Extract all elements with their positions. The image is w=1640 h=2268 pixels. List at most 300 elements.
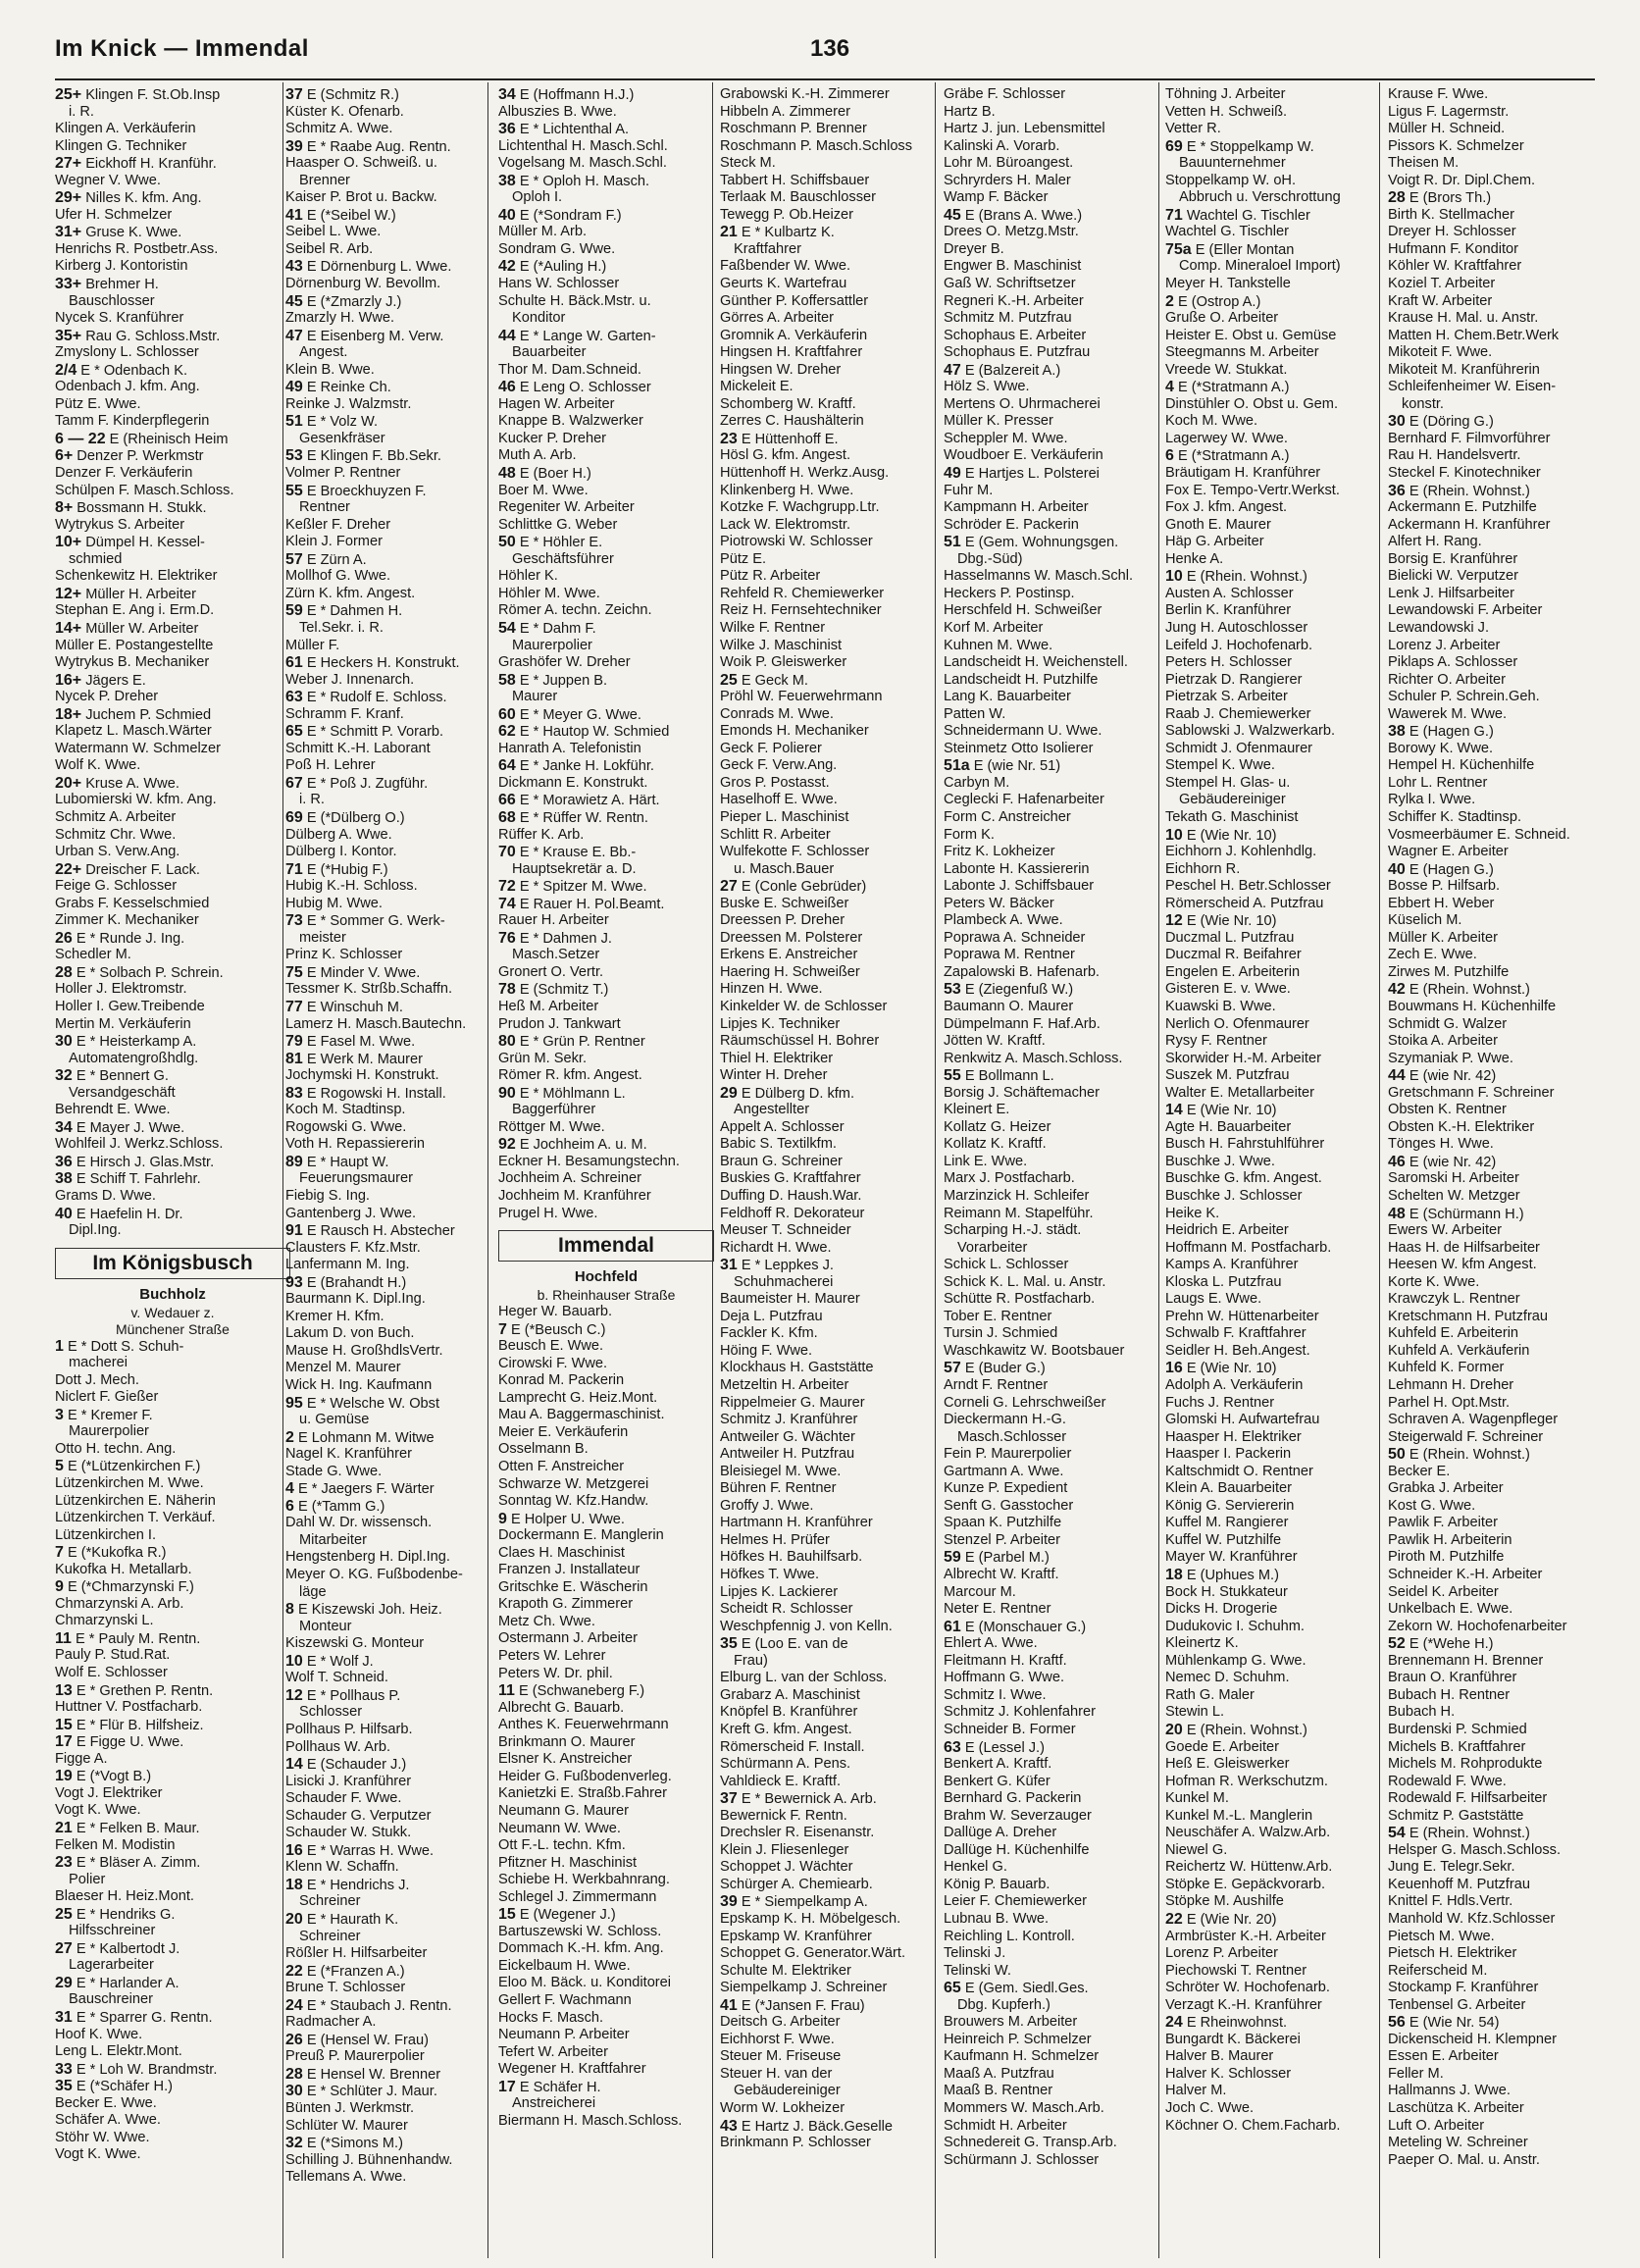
directory-entry: 31 E * Sparrer G. Rentn. bbox=[55, 2008, 213, 2026]
directory-entry: Schauder W. Stukk. bbox=[285, 1825, 412, 1841]
directory-entry: Ebbert H. Weber bbox=[1388, 895, 1495, 911]
directory-entry: Luft O. Arbeiter bbox=[1388, 2117, 1485, 2134]
directory-entry: Gnoth E. Maurer bbox=[1165, 516, 1271, 533]
directory-entry: Dott J. Mech. bbox=[55, 1371, 139, 1388]
directory-entry: Peters H. Schlosser bbox=[1165, 654, 1292, 671]
column-divider bbox=[935, 82, 936, 2258]
directory-entry: 17 E Figge U. Wwe. bbox=[55, 1733, 184, 1751]
directory-entry: Ackermann E. Putzhilfe bbox=[1388, 499, 1537, 516]
directory-entry: 51 E (Gem. Wohnungsgen. bbox=[944, 534, 1119, 551]
directory-entry: Halver B. Maurer bbox=[1165, 2048, 1274, 2065]
directory-entry: Brenner bbox=[299, 172, 350, 188]
directory-entry: Sonntag W. Kfz.Handw. bbox=[498, 1493, 649, 1510]
directory-entry: Eichhorn J. Kohlenhdlg. bbox=[1165, 844, 1317, 860]
directory-entry: Urban S. Verw.Ang. bbox=[55, 844, 180, 860]
column-2 bbox=[285, 86, 482, 2254]
directory-entry: Volmer P. Rentner bbox=[285, 465, 401, 482]
directory-entry: Stöpke E. Gepäckvorarb. bbox=[1165, 1876, 1326, 1892]
directory-entry: 6 E (*Stratmann A.) bbox=[1165, 447, 1290, 465]
directory-entry: Steinmetz Otto Isolierer bbox=[944, 740, 1094, 756]
directory-entry: 65 E (Gem. Siedl.Ges. bbox=[944, 1980, 1089, 1997]
directory-entry: Bubach H. bbox=[1388, 1704, 1456, 1721]
directory-entry: 70 E * Krause E. Bb.- bbox=[498, 844, 637, 861]
directory-entry: Schreiner bbox=[299, 1893, 361, 1910]
directory-entry: macherei bbox=[69, 1355, 128, 1371]
directory-entry: 14 E (Schauder J.) bbox=[285, 1756, 407, 1774]
directory-entry: Alfert H. Rang. bbox=[1388, 534, 1482, 550]
directory-entry: Kleinertz K. bbox=[1165, 1635, 1239, 1652]
directory-entry: Rentner bbox=[299, 499, 350, 516]
directory-entry: Chmarzynski L. bbox=[55, 1613, 154, 1629]
directory-entry: 2/4 E * Odenbach K. bbox=[55, 361, 188, 379]
directory-entry: Behrendt E. Wwe. bbox=[55, 1102, 171, 1118]
directory-entry: Holler J. Elektromstr. bbox=[55, 981, 187, 998]
directory-entry: 37 E * Bewernick A. Arb. bbox=[720, 1790, 877, 1808]
directory-entry: Zekorn W. Hochofenarbeiter bbox=[1388, 1618, 1567, 1634]
directory-entry: 62 E * Hautop W. Schmied bbox=[498, 723, 670, 741]
directory-entry: Grün M. Sekr. bbox=[498, 1050, 588, 1066]
directory-entry: Koch M. Wwe. bbox=[1165, 413, 1258, 430]
directory-entry: Bauschreiner bbox=[69, 1991, 153, 2008]
directory-entry: 22+ Dreischer F. Lack. bbox=[55, 860, 200, 878]
directory-entry: Richter O. Arbeiter bbox=[1388, 671, 1507, 688]
column-divider bbox=[487, 82, 488, 2258]
directory-entry: Schülpen F. Masch.Schloss. bbox=[55, 482, 234, 498]
directory-entry: Matten H. Chem.Betr.Werk bbox=[1388, 327, 1560, 343]
directory-entry: Prugel H. Wwe. bbox=[498, 1205, 598, 1221]
directory-entry: Dipl.Ing. bbox=[69, 1222, 122, 1239]
directory-entry: 31+ Gruse K. Wwe. bbox=[55, 224, 182, 241]
directory-entry: Dörnenburg W. Bevollm. bbox=[285, 276, 441, 292]
directory-entry: Pauly P. Stud.Rat. bbox=[55, 1647, 171, 1664]
directory-entry: Stempel H. Glas- u. bbox=[1165, 774, 1291, 791]
directory-entry: Albrecht W. Kraftf. bbox=[944, 1567, 1059, 1583]
directory-entry: Wilke J. Maschinist bbox=[720, 637, 843, 653]
directory-entry: Anthes K. Feuerwehrmann bbox=[498, 1717, 669, 1733]
directory-entry: Kost G. Wwe. bbox=[1388, 1497, 1476, 1514]
directory-entry: Schulte M. Elektriker bbox=[720, 1962, 851, 1979]
directory-entry: 79 E Fasel M. Wwe. bbox=[285, 1033, 416, 1051]
directory-entry: Kraftfahrer bbox=[734, 240, 801, 257]
directory-entry: 4 E (*Stratmann A.) bbox=[1165, 379, 1290, 396]
directory-entry: Engwer B. Maschinist bbox=[944, 258, 1082, 275]
directory-entry: Görres A. Arbeiter bbox=[720, 310, 834, 327]
directory-entry: Muth A. Arb. bbox=[498, 447, 577, 464]
directory-entry: Erkens E. Anstreicher bbox=[720, 947, 858, 963]
directory-entry: Kollatz K. Kraftf. bbox=[944, 1136, 1047, 1153]
directory-entry: Rodewald F. Wwe. bbox=[1388, 1773, 1507, 1789]
directory-entry: Brinkmann O. Maurer bbox=[498, 1733, 636, 1750]
directory-entry: Schophaus E. Putzfrau bbox=[944, 344, 1091, 361]
directory-entry: Arndt F. Rentner bbox=[944, 1377, 1049, 1394]
directory-entry: 26 E * Runde J. Ing. bbox=[55, 929, 185, 947]
directory-entry: Reichertz W. Hüttenw.Arb. bbox=[1165, 1859, 1333, 1876]
directory-entry: Vogt K. Wwe. bbox=[55, 2146, 141, 2163]
directory-entry: Mühlenkamp G. Wwe. bbox=[1165, 1652, 1307, 1669]
directory-entry: Suszek M. Putzfrau bbox=[1165, 1067, 1290, 1084]
directory-entry: Baumann O. Maurer bbox=[944, 998, 1074, 1014]
directory-entry: Peschel H. Betr.Schlosser bbox=[1165, 878, 1331, 895]
directory-entry: 41 E (*Seibel W.) bbox=[285, 206, 396, 224]
directory-entry: Neuschäfer A. Walzw.Arb. bbox=[1165, 1825, 1331, 1841]
directory-entry: 36 E Hirsch J. Glas.Mstr. bbox=[55, 1153, 215, 1170]
directory-entry: Küselich M. bbox=[1388, 912, 1462, 929]
directory-entry: Heider G. Fußbodenverleg. bbox=[498, 1768, 672, 1784]
directory-entry: Gesenkfräser bbox=[299, 430, 385, 446]
directory-entry: Müller K. Presser bbox=[944, 413, 1053, 430]
directory-entry: Schramm F. Kranf. bbox=[285, 705, 404, 722]
directory-entry: Rehfeld R. Chemiewerker bbox=[720, 585, 885, 601]
directory-entry: Schlegel J. Zimmermann bbox=[498, 1888, 657, 1905]
directory-entry: Bühren F. Rentner bbox=[720, 1480, 837, 1497]
directory-entry: Lagerarbeiter bbox=[69, 1957, 154, 1974]
directory-entry: Tessmer K. Strßb.Schaffn. bbox=[285, 981, 453, 998]
directory-entry: Hufmann F. Konditor bbox=[1388, 240, 1519, 257]
directory-entry: Bewernick F. Rentn. bbox=[720, 1807, 847, 1824]
directory-entry: Regeniter W. Arbeiter bbox=[498, 499, 635, 516]
directory-entry: Spaan K. Putzhilfe bbox=[944, 1515, 1062, 1531]
directory-entry: Raab J. Chemiewerker bbox=[1165, 705, 1311, 722]
directory-entry: Gräbe F. Schlosser bbox=[944, 86, 1066, 102]
directory-entry: Benkert A. Kraftf. bbox=[944, 1756, 1052, 1773]
directory-entry: Walter E. Metallarbeiter bbox=[1165, 1084, 1314, 1101]
directory-entry: 93 E (Brahandt H.) bbox=[285, 1273, 407, 1291]
directory-entry: Marzinzick H. Schleifer bbox=[944, 1188, 1090, 1204]
directory-entry: Dreyer B. bbox=[944, 240, 1004, 257]
directory-entry: Boer M. Wwe. bbox=[498, 482, 589, 498]
directory-entry: Antweiler H. Putzfrau bbox=[720, 1446, 855, 1463]
directory-entry: Kollatz G. Heizer bbox=[944, 1118, 1051, 1135]
directory-entry: Seidler H. Beh.Angest. bbox=[1165, 1342, 1310, 1359]
directory-entry: Link E. Wwe. bbox=[944, 1153, 1028, 1169]
directory-entry: Krawczyk L. Rentner bbox=[1388, 1291, 1520, 1308]
directory-entry: Bungardt K. Bäckerei bbox=[1165, 2031, 1301, 2047]
directory-entry: Schürger A. Chemiearb. bbox=[720, 1876, 873, 1892]
directory-entry: Töhning J. Arbeiter bbox=[1165, 86, 1286, 102]
directory-entry: Schelten W. Metzger bbox=[1388, 1188, 1520, 1204]
directory-entry: Stade G. Wwe. bbox=[285, 1463, 383, 1479]
directory-entry: Scheppler M. Wwe. bbox=[944, 430, 1068, 446]
directory-entry: Leng L. Elektr.Mont. bbox=[55, 2043, 182, 2060]
directory-entry: Mau A. Baggermaschinist. bbox=[498, 1407, 665, 1423]
directory-entry: Poß H. Lehrer bbox=[285, 757, 376, 774]
directory-entry: 45 E (*Zmarzly J.) bbox=[285, 292, 402, 310]
directory-entry: Scharping H.-J. städt. bbox=[944, 1222, 1082, 1239]
directory-entry: Gromnik A. Verkäuferin bbox=[720, 327, 868, 343]
directory-entry: konstr. bbox=[1402, 395, 1444, 412]
directory-entry: Woik P. Gleiswerker bbox=[720, 654, 847, 671]
directory-entry: Sablowski J. Walzwerkarb. bbox=[1165, 723, 1336, 740]
directory-entry: 42 E (*Auling H.) bbox=[498, 258, 607, 276]
directory-entry: 64 E * Janke H. Lokführ. bbox=[498, 757, 654, 775]
directory-entry: Form K. bbox=[944, 826, 995, 843]
directory-entry: Hoffmann G. Wwe. bbox=[944, 1670, 1065, 1686]
directory-entry: Tursin J. Schmied bbox=[944, 1325, 1058, 1342]
directory-entry: Meyer H. Tankstelle bbox=[1165, 276, 1291, 292]
directory-entry: Piechowski T. Rentner bbox=[1165, 1962, 1307, 1979]
directory-entry: 7 E (*Beusch C.) bbox=[498, 1320, 606, 1338]
directory-entry: Michels B. Kraftfahrer bbox=[1388, 1738, 1526, 1755]
directory-entry: 29+ Nilles K. kfm. Ang. bbox=[55, 189, 202, 207]
directory-entry: Duczmal L. Putzfrau bbox=[1165, 929, 1295, 946]
directory-entry: Hingsen H. Kraftfahrer bbox=[720, 344, 863, 361]
directory-entry: Babic S. Textilkfm. bbox=[720, 1136, 837, 1153]
directory-entry: 33 E * Loh W. Brandmstr. bbox=[55, 2060, 218, 2078]
directory-entry: 8+ Bossmann H. Stukk. bbox=[55, 499, 207, 517]
directory-entry: Kuhnen M. Wwe. bbox=[944, 637, 1053, 653]
street-note: Münchener Straße bbox=[116, 1320, 230, 1337]
directory-entry: Tober E. Rentner bbox=[944, 1308, 1052, 1324]
directory-entry: Konrad M. Packerin bbox=[498, 1372, 625, 1389]
directory-entry: Schick K. L. Mal. u. Anstr. bbox=[944, 1273, 1106, 1290]
directory-entry: 39 E * Raabe Aug. Rentn. bbox=[285, 137, 451, 155]
directory-entry: Wolf K. Wwe. bbox=[55, 757, 141, 774]
directory-entry: 48 E (Schürmann H.) bbox=[1388, 1205, 1524, 1222]
directory-entry: Michels M. Rohprodukte bbox=[1388, 1756, 1543, 1773]
directory-entry: Schauder G. Verputzer bbox=[285, 1807, 432, 1824]
street-note: b. Rheinhauser Straße bbox=[537, 1287, 676, 1304]
directory-entry: Zapalowski B. Hafenarb. bbox=[944, 963, 1100, 980]
directory-entry: Dreessen P. Dreher bbox=[720, 912, 846, 929]
directory-entry: Höing F. Wwe. bbox=[720, 1342, 813, 1359]
directory-entry: Schnedereit G. Transp.Arb. bbox=[944, 2135, 1117, 2151]
directory-entry: Carbyn M. bbox=[944, 774, 1010, 791]
directory-entry: Schmitz J. Kranführer bbox=[720, 1412, 858, 1428]
directory-entry: Lisicki J. Kranführer bbox=[285, 1773, 412, 1789]
directory-entry: 4 E * Jaegers F. Wärter bbox=[285, 1480, 435, 1498]
directory-entry: 47 E (Balzereit A.) bbox=[944, 361, 1061, 379]
directory-entry: Figge A. bbox=[55, 1750, 108, 1767]
directory-entry: Polier bbox=[69, 1871, 106, 1887]
directory-entry: Senft G. Gasstocher bbox=[944, 1497, 1074, 1514]
directory-entry: 57 E (Buder G.) bbox=[944, 1360, 1046, 1377]
directory-entry: Thiel H. Elektriker bbox=[720, 1050, 834, 1066]
directory-entry: Mommers W. Masch.Arb. bbox=[944, 2099, 1104, 2116]
directory-entry: Brinkmann P. Schlosser bbox=[720, 2135, 871, 2151]
directory-entry: Kukofka H. Metallarb. bbox=[55, 1561, 192, 1577]
directory-entry: Dülberg A. Wwe. bbox=[285, 826, 392, 843]
directory-entry: Heger W. Bauarb. bbox=[498, 1304, 612, 1320]
directory-entry: 72 E * Spitzer M. Wwe. bbox=[498, 878, 647, 896]
directory-entry: 37 E (Schmitz R.) bbox=[285, 86, 399, 103]
directory-entry: Weber J. Innenarch. bbox=[285, 671, 415, 688]
directory-entry: Klein J. Fliesenleger bbox=[720, 1841, 849, 1858]
directory-entry: Heike K. bbox=[1165, 1205, 1220, 1221]
directory-entry: Pietsch M. Wwe. bbox=[1388, 1928, 1495, 1944]
directory-entry: 23 E Hüttenhoff E. bbox=[720, 430, 839, 447]
directory-entry: 71 Wachtel G. Tischler bbox=[1165, 206, 1310, 224]
directory-entry: Reinke J. Walzmstr. bbox=[285, 395, 412, 412]
directory-entry: Vetter R. bbox=[1165, 121, 1221, 137]
directory-entry: 13 E * Grethen P. Rentn. bbox=[55, 1681, 214, 1699]
directory-entry: Saromski H. Arbeiter bbox=[1388, 1170, 1519, 1187]
directory-entry: i. R. bbox=[69, 103, 94, 120]
directory-entry: 14+ Müller W. Arbeiter bbox=[55, 619, 199, 637]
directory-entry: Duffing D. Haush.War. bbox=[720, 1188, 862, 1204]
directory-entry: Müller E. Postangestellte bbox=[55, 637, 214, 653]
directory-entry: Szymaniak P. Wwe. bbox=[1388, 1050, 1513, 1066]
directory-entry: Unkelbach E. Wwe. bbox=[1388, 1601, 1513, 1618]
street-note: v. Wedauer z. bbox=[130, 1304, 215, 1320]
directory-entry: 49 E Reinke Ch. bbox=[285, 379, 391, 396]
directory-entry: Maurerpolier bbox=[69, 1423, 149, 1440]
directory-entry: Prinz K. Schlosser bbox=[285, 947, 403, 963]
directory-entry: Watermann W. Schmelzer bbox=[55, 740, 221, 756]
directory-entry: Pieper L. Maschinist bbox=[720, 808, 849, 825]
directory-entry: Buschke G. kfm. Angest. bbox=[1165, 1170, 1322, 1187]
directory-entry: 51a E (wie Nr. 51) bbox=[944, 757, 1061, 775]
directory-entry: läge bbox=[299, 1583, 327, 1600]
directory-entry: 61 E Heckers H. Konstrukt. bbox=[285, 654, 460, 672]
column-divider bbox=[282, 82, 283, 2258]
directory-entry: Rylka I. Wwe. bbox=[1388, 792, 1476, 808]
directory-entry: 57 E Zürn A. bbox=[285, 550, 367, 568]
directory-entry: Busch H. Fahrstuhlführer bbox=[1165, 1136, 1325, 1153]
directory-entry: 35 E (Loo E. van de bbox=[720, 1635, 848, 1653]
directory-entry: Voigt R. Dr. Dipl.Chem. bbox=[1388, 172, 1536, 188]
directory-entry: Lamprecht G. Heiz.Mont. bbox=[498, 1389, 658, 1406]
directory-entry: Leier F. Chemiewerker bbox=[944, 1893, 1087, 1910]
directory-entry: Schmitz Chr. Wwe. bbox=[55, 826, 177, 843]
directory-entry: 21 E * Felken B. Maur. bbox=[55, 1819, 200, 1836]
directory-entry: 50 E (Rhein. Wohnst.) bbox=[1388, 1446, 1530, 1464]
directory-entry: 55 E Bollmann L. bbox=[944, 1067, 1054, 1085]
directory-entry: Klein J. Former bbox=[285, 534, 383, 550]
directory-entry: Gellert F. Wachmann bbox=[498, 1991, 632, 2008]
directory-entry: Stempel K. Wwe. bbox=[1165, 757, 1275, 774]
directory-entry: 76 E * Dahmen J. bbox=[498, 929, 612, 947]
directory-entry: Schoppet G. Generator.Wärt. bbox=[720, 1945, 905, 1962]
directory-entry: Claes H. Maschinist bbox=[498, 1544, 625, 1561]
directory-entry: Bünten J. Werkmstr. bbox=[285, 2099, 415, 2116]
directory-entry: Lanfermann M. Ing. bbox=[285, 1257, 410, 1273]
directory-entry: Jötten W. Kraftf. bbox=[944, 1033, 1046, 1050]
directory-entry: Schryrders H. Maler bbox=[944, 172, 1071, 188]
directory-entry: Gruße O. Arbeiter bbox=[1165, 310, 1279, 327]
directory-entry: Dreessen M. Polsterer bbox=[720, 929, 863, 946]
directory-entry: Hauptsekretär a. D. bbox=[512, 860, 637, 877]
directory-entry: Schophaus E. Arbeiter bbox=[944, 327, 1087, 343]
directory-entry: Zerres C. Haushälterin bbox=[720, 413, 864, 430]
directory-entry: Kirberg J. Kontoristin bbox=[55, 258, 188, 275]
directory-entry: Plambeck A. Wwe. bbox=[944, 912, 1063, 929]
directory-entry: Beusch E. Wwe. bbox=[498, 1338, 604, 1355]
directory-entry: Steckel F. Kinotechniker bbox=[1388, 465, 1541, 482]
directory-entry: Holler I. Gew.Treibende bbox=[55, 998, 205, 1014]
directory-entry: Goede E. Arbeiter bbox=[1165, 1738, 1280, 1755]
directory-entry: Dickenscheid H. Klempner bbox=[1388, 2031, 1557, 2047]
directory-entry: 75a E (Eller Montan bbox=[1165, 240, 1295, 258]
directory-entry: 12 E (Wie Nr. 10) bbox=[1165, 912, 1277, 930]
directory-entry: 40 E (*Sondram F.) bbox=[498, 206, 622, 224]
directory-entry: Gantenberg J. Wwe. bbox=[285, 1205, 417, 1221]
directory-entry: Steuer M. Friseuse bbox=[720, 2048, 842, 2065]
directory-entry: 18 E * Hendrichs J. bbox=[285, 1876, 410, 1893]
directory-entry: Peters W. Bäcker bbox=[944, 895, 1054, 911]
directory-entry: Heß E. Gleiswerker bbox=[1165, 1756, 1290, 1773]
directory-entry: Antweiler G. Wächter bbox=[720, 1428, 855, 1445]
directory-entry: 29 E Dülberg D. kfm. bbox=[720, 1084, 855, 1102]
directory-entry: 56 E (Wie Nr. 54) bbox=[1388, 2014, 1500, 2032]
directory-entry: 60 E * Meyer G. Wwe. bbox=[498, 705, 641, 723]
directory-entry: Dommach K.-H. kfm. Ang. bbox=[498, 1940, 664, 1957]
directory-entry: 17 E Schäfer H. bbox=[498, 2078, 601, 2095]
directory-entry: Rath G. Maler bbox=[1165, 1686, 1255, 1703]
directory-entry: Menzel M. Maurer bbox=[285, 1360, 401, 1376]
directory-entry: Tamm F. Kinderpflegerin bbox=[55, 413, 210, 430]
column-5 bbox=[944, 86, 1159, 2254]
directory-entry: Pietsch H. Elektriker bbox=[1388, 1945, 1517, 1962]
directory-entry: Kuffel M. Rangierer bbox=[1165, 1515, 1289, 1531]
directory-entry: 9 E (*Chmarzynski F.) bbox=[55, 1578, 194, 1596]
directory-entry: Dinstühler O. Obst u. Gem. bbox=[1165, 395, 1338, 412]
directory-entry: Feller M. bbox=[1388, 2065, 1444, 2082]
directory-entry: Schuhmacherei bbox=[734, 1273, 834, 1290]
directory-entry: Geschäftsführer bbox=[512, 550, 614, 567]
directory-entry: Kiszewski G. Monteur bbox=[285, 1635, 425, 1652]
directory-entry: 1 E * Dott S. Schuh- bbox=[55, 1337, 184, 1355]
directory-entry: Ufer H. Schmelzer bbox=[55, 206, 173, 223]
directory-entry: Grabarz A. Maschinist bbox=[720, 1686, 860, 1703]
directory-entry: Hans W. Schlosser bbox=[498, 276, 620, 292]
directory-entry: Klinkenberg H. Wwe. bbox=[720, 482, 854, 498]
directory-entry: Fein P. Maurerpolier bbox=[944, 1446, 1072, 1463]
directory-entry: Klingen G. Techniker bbox=[55, 137, 187, 154]
directory-entry: Fiebig S. Ing. bbox=[285, 1188, 370, 1204]
directory-entry: Kleinert E. bbox=[944, 1102, 1010, 1118]
directory-entry: 89 E * Haupt W. bbox=[285, 1153, 389, 1170]
directory-entry: Fuhr M. bbox=[944, 482, 994, 498]
directory-entry: Römerscheid A. Putzfrau bbox=[1165, 895, 1324, 911]
directory-entry: Vogelsang M. Masch.Schl. bbox=[498, 155, 667, 172]
directory-entry: Brune T. Schlosser bbox=[285, 1980, 406, 1996]
directory-entry: Labonte J. Schiffsbauer bbox=[944, 878, 1095, 895]
directory-entry: Ceglecki F. Hafenarbeiter bbox=[944, 792, 1104, 808]
directory-entry: Schmidt H. Arbeiter bbox=[944, 2117, 1067, 2134]
directory-entry: Höfkes H. Bauhilfsarb. bbox=[720, 1549, 863, 1566]
directory-entry: Haasper O. Schweiß. u. bbox=[285, 155, 437, 172]
directory-entry: Schulte H. Bäck.Mstr. u. bbox=[498, 292, 651, 309]
directory-entry: Brahm W. Severzauger bbox=[944, 1807, 1092, 1824]
directory-entry: Niewel G. bbox=[1165, 1841, 1228, 1858]
directory-entry: 2 E (Ostrop A.) bbox=[1165, 292, 1261, 310]
directory-entry: 69 E (*Dülberg O.) bbox=[285, 808, 405, 826]
directory-entry: Schomberg W. Kraftf. bbox=[720, 395, 856, 412]
directory-entry: Höhler K. bbox=[498, 568, 558, 585]
directory-entry: Müller M. Arb. bbox=[498, 224, 588, 240]
directory-entry: Schürmann A. Pens. bbox=[720, 1756, 851, 1773]
directory-entry: Austen A. Schlosser bbox=[1165, 585, 1294, 601]
directory-entry: Kraft W. Arbeiter bbox=[1388, 292, 1493, 309]
directory-entry: Keuenhoff M. Putzfrau bbox=[1388, 1876, 1530, 1892]
directory-entry: Grabs F. Kesselschmied bbox=[55, 895, 210, 911]
directory-entry: Paeper O. Mal. u. Anstr. bbox=[1388, 2151, 1540, 2168]
directory-entry: Elburg L. van der Schloss. bbox=[720, 1670, 888, 1686]
directory-entry: 74 E Rauer H. Pol.Beamt. bbox=[498, 895, 665, 912]
column-3 bbox=[498, 86, 714, 2254]
directory-entry: Mikoteit F. Wwe. bbox=[1388, 344, 1493, 361]
directory-entry: Laugs E. Wwe. bbox=[1165, 1291, 1262, 1308]
directory-entry: Thor M. Dam.Schneid. bbox=[498, 361, 641, 378]
directory-entry: Peters W. Dr. phil. bbox=[498, 1665, 613, 1681]
directory-entry: Metzeltin H. Arbeiter bbox=[720, 1377, 849, 1394]
directory-entry: Bernhard G. Packerin bbox=[944, 1790, 1082, 1807]
directory-entry: 32 E * Bennert G. bbox=[55, 1067, 169, 1085]
directory-entry: Verzagt K.-H. Kranführer bbox=[1165, 1996, 1322, 2013]
directory-entry: Gretschmann F. Schreiner bbox=[1388, 1084, 1555, 1101]
directory-entry: Nagel K. Kranführer bbox=[285, 1446, 412, 1463]
directory-entry: Deitsch G. Arbeiter bbox=[720, 2014, 841, 2031]
